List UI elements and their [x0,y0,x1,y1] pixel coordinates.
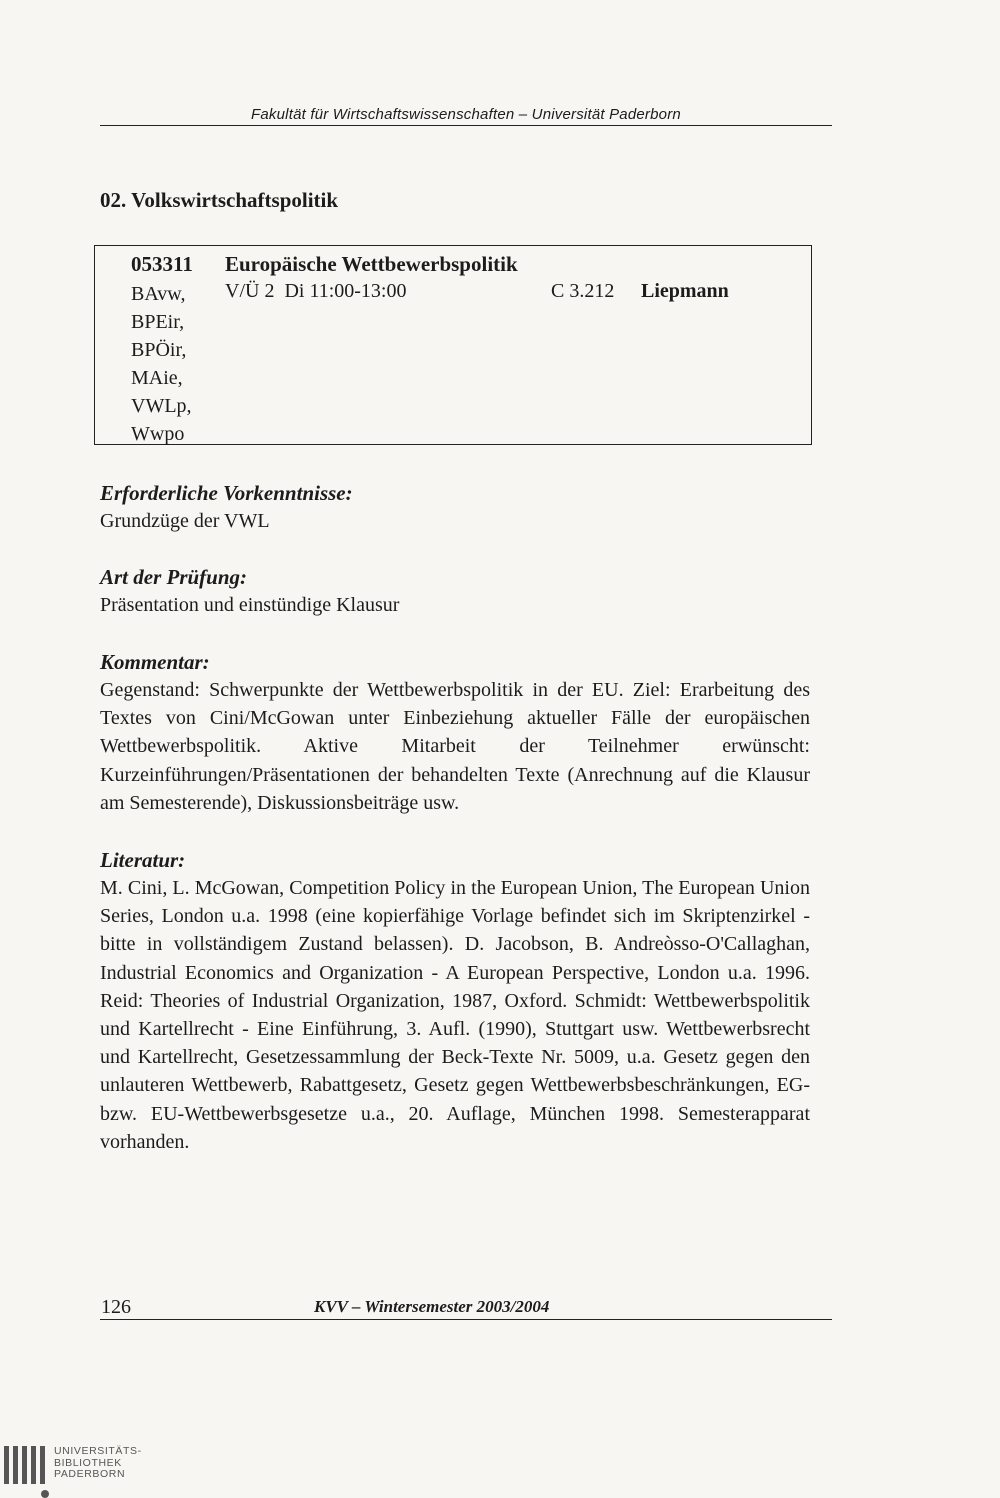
comment-section [100,648,810,817]
comment-text: Gegenstand: Schwerpunkte der Wettbewerbspolitik in der EU. Ziel: Erarbeitung des Textes von Cini/McGowan unter Einbeziehung aktueller Fälle der europäischen Wettbewerbspolitik. Aktive Mitarbeit der Teilnehmer erwünscht: Kurzeinführungen/Präsentationen der behandelten Texte (Anrechnung auf die Klausur am Semesterende), Diskussionsbeiträge usw. [100,679,810,814]
literature-section [100,846,810,1156]
library-bars-icon [4,1446,48,1490]
prerequisites-text: Grundzüge der VWL [100,510,270,532]
program-item: MAie, [131,367,183,389]
course-room: C 3.212 [551,280,615,302]
library-logo-text: UNIVERSITÄTS- BIBLIOTHEK PADERBORN [54,1445,142,1480]
footer-title: KVV – Wintersemester 2003/2004 [314,1297,550,1316]
program-item: BPEir, [131,311,185,333]
program-list [131,280,192,448]
course-lecturer: Liepmann [641,280,729,302]
footer-divider [100,1319,832,1320]
running-header: Fakultät für Wirtschaftswissenschaften – Universität Paderborn [100,106,832,126]
comment-label: Kommentar: [100,650,210,674]
course-number: 053311 [131,252,193,276]
prerequisites-label: Erforderliche Vorkenntnisse: [100,481,353,505]
section-title: 02. Volkswirtschaftspolitik [100,188,339,212]
course-info-box [94,245,812,445]
prerequisites-section [100,479,810,535]
exam-section [100,563,810,619]
program-item: Wwpo [131,423,185,445]
course-title: Europäische Wettbewerbspolitik [225,252,518,276]
program-item: BAvw, [131,283,186,305]
course-schedule: V/Ü 2 Di 11:00-13:00 [225,280,407,302]
exam-text: Präsentation und einstündige Klausur [100,594,400,616]
literature-text: M. Cini, L. McGowan, Competition Policy in the European Union, The European Union Series, London u.a. 1998 (eine kopierfähige Vorlage befindet sich im Skriptenzirkel - bitte in vollständigem Zustand belassen). D. Jacobson, B. Andreòsso-O'Callaghan, Industrial Economics and Organization - A European Perspective, London u.a. 1996. Reid: Theories of Industrial Organization, 1987, Oxford. Schmidt: Wettbewerbspolitik und Kartellrecht - Eine Einführung, 3. Aufl. (1990), Stuttgart usw. Wettbewerbsrecht und Kartellrecht, Gesetzessammlung der Beck-Texte Nr. 5009, u.a. Gesetz gegen den unlauteren Wettbewerb, Rabattgesetz, Gesetz gegen Wettbewerbsbeschränkungen, EG- bzw. EU-Wettbewerbsgesetze u.a., 20. Auflage, München 1998. Semesterapparat vorhanden. [100,877,810,1153]
literature-label: Literatur: [100,848,186,872]
exam-label: Art der Prüfung: [100,565,248,589]
library-logo [0,1440,160,1495]
program-item: BPÖir, [131,339,187,361]
program-item: VWLp, [131,395,192,417]
page-number: 126 [101,1296,131,1318]
